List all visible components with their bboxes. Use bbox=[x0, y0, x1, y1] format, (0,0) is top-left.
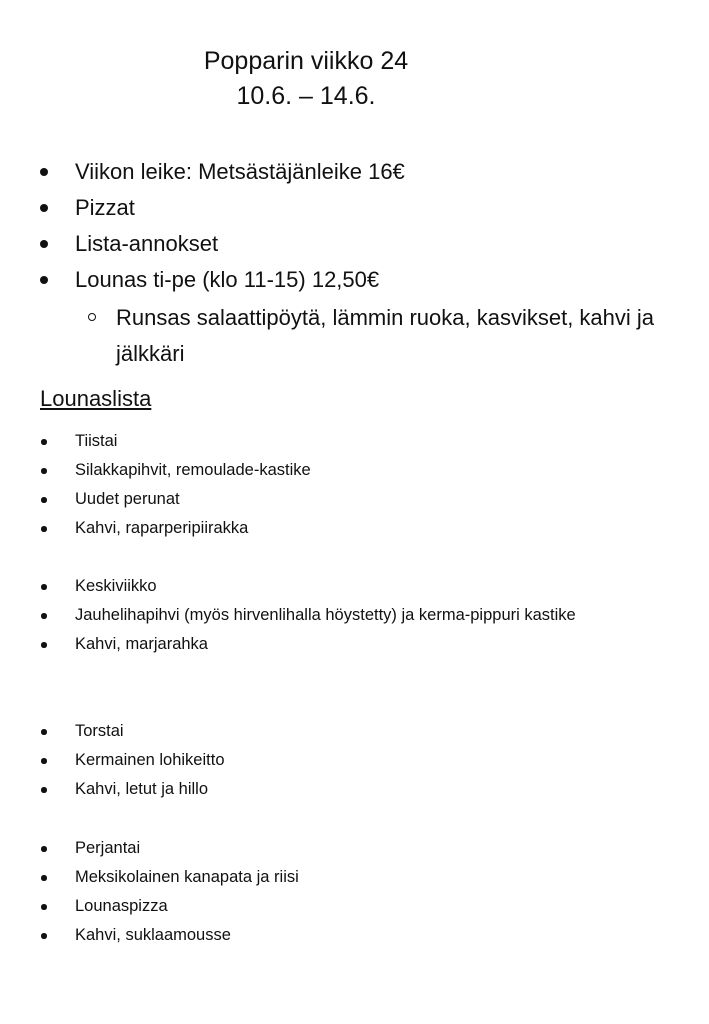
dish: Kermainen lohikeitto bbox=[75, 751, 225, 769]
day-name: Perjantai bbox=[75, 839, 141, 857]
list-item bbox=[38, 775, 658, 804]
bullet-icon bbox=[40, 204, 48, 212]
list-item bbox=[38, 601, 658, 630]
bullet-icon bbox=[41, 729, 47, 735]
bullet-icon bbox=[41, 758, 47, 764]
bullet-icon bbox=[40, 168, 48, 176]
list-item bbox=[38, 427, 658, 456]
bullet-icon bbox=[41, 875, 47, 881]
list-item bbox=[38, 485, 658, 514]
bullet-icon bbox=[41, 904, 47, 910]
list-item bbox=[38, 572, 658, 601]
bullet-icon bbox=[41, 584, 47, 590]
list-item bbox=[38, 630, 658, 659]
bullet-icon bbox=[41, 846, 47, 852]
bullet-icon bbox=[40, 276, 48, 284]
dish: Kahvi, letut ja hillo bbox=[75, 780, 208, 798]
menu-wednesday bbox=[38, 572, 658, 659]
dish: Uudet perunat bbox=[75, 490, 180, 508]
page-title bbox=[0, 44, 612, 114]
offer-item bbox=[38, 154, 405, 190]
offer-text: Lounas ti-pe (klo 11-15) 12,50€ bbox=[75, 267, 380, 292]
list-item bbox=[38, 834, 658, 863]
offer-text: Pizzat bbox=[75, 195, 135, 220]
list-item bbox=[38, 921, 658, 950]
lunch-includes-text: Runsas salaattipöytä, lämmin ruoka, kasvikset, kahvi ja jälkkäri bbox=[116, 305, 655, 366]
day-name: Tiistai bbox=[75, 432, 118, 450]
offers-list bbox=[38, 154, 405, 298]
offer-item bbox=[38, 190, 405, 226]
bullet-icon bbox=[41, 526, 47, 532]
day-name: Torstai bbox=[75, 722, 124, 740]
list-item bbox=[38, 717, 658, 746]
list-item bbox=[38, 514, 658, 543]
bullet-icon bbox=[41, 933, 47, 939]
menu-friday bbox=[38, 834, 658, 950]
title-week: Popparin viikko 24 bbox=[203, 47, 409, 75]
offer-item bbox=[38, 262, 405, 298]
dish: Meksikolainen kanapata ja riisi bbox=[75, 868, 299, 886]
bullet-icon bbox=[41, 613, 47, 619]
bullet-icon bbox=[41, 787, 47, 793]
offer-text: Lista-annokset bbox=[75, 231, 219, 256]
menu-tuesday bbox=[38, 427, 658, 543]
list-item bbox=[38, 892, 658, 921]
dish: Kahvi, suklaamousse bbox=[75, 926, 231, 944]
circle-bullet-icon bbox=[88, 313, 96, 321]
dish: Kahvi, marjarahka bbox=[75, 635, 208, 653]
list-item bbox=[38, 863, 658, 892]
bullet-icon bbox=[41, 439, 47, 445]
offer-text: Viikon leike: Metsästäjänleike 16€ bbox=[75, 159, 405, 184]
list-item bbox=[38, 746, 658, 775]
dish: Jauhelihapihvi (myös hirvenlihalla höystetty) ja kerma-pippuri kastike bbox=[75, 606, 576, 624]
title-dates: 10.6. – 14.6. bbox=[236, 82, 376, 110]
offer-item bbox=[38, 226, 405, 262]
dish: Silakkapihvit, remoulade-kastike bbox=[75, 461, 311, 479]
bullet-icon bbox=[40, 240, 48, 248]
dish: Kahvi, raparperipiirakka bbox=[75, 519, 249, 537]
menu-thursday bbox=[38, 717, 658, 804]
bullet-icon bbox=[41, 468, 47, 474]
list-item bbox=[38, 456, 658, 485]
dish: Lounaspizza bbox=[75, 897, 168, 915]
lunch-list-heading: Lounaslista bbox=[40, 386, 152, 411]
bullet-icon bbox=[41, 642, 47, 648]
lunch-includes bbox=[88, 300, 688, 372]
day-name: Keskiviikko bbox=[75, 577, 157, 595]
bullet-icon bbox=[41, 497, 47, 503]
